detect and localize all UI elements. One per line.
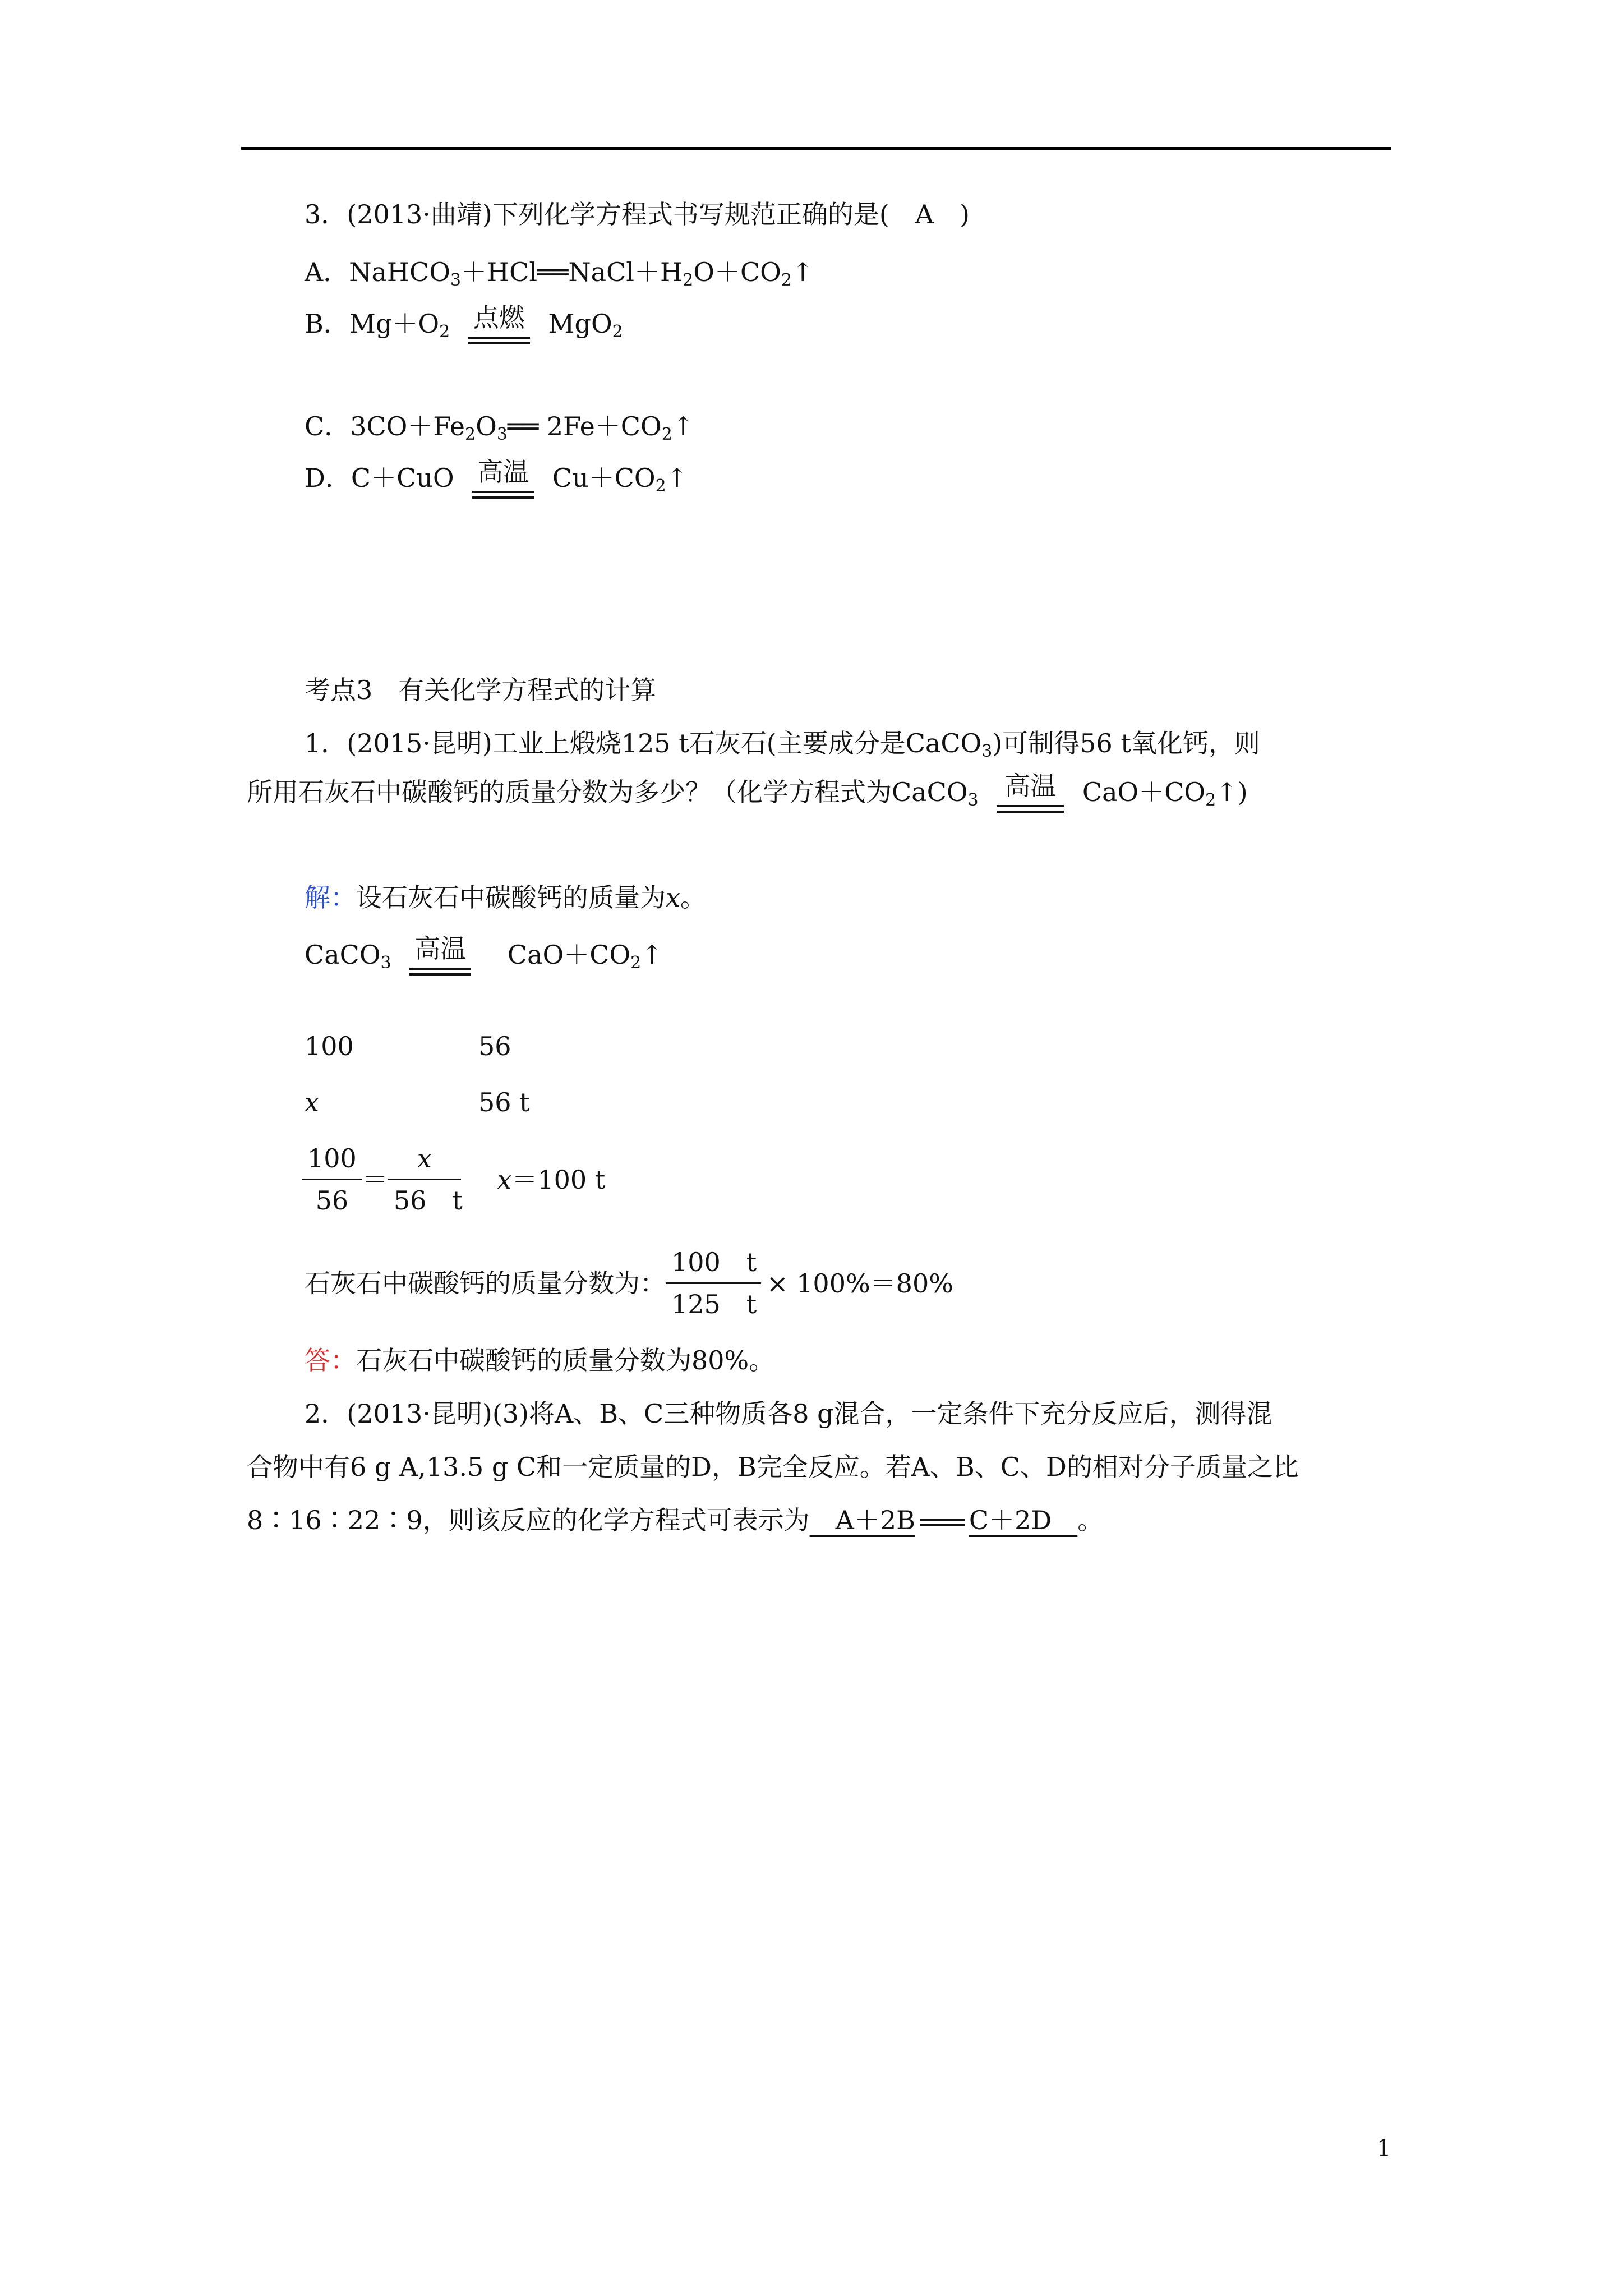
q3-option-c: C．$3CO+Fe_2O_3══$ $2Fe+CO_2↑$: [305, 411, 694, 444]
q3-option-d: D．C＋CuO 高温 $Cu+CO_2↑$: [305, 457, 688, 499]
solution-equation: CaCO$_3$ 高温 $CaO+CO_2↑$: [305, 934, 663, 976]
q3-option-a: A．$NaHCO_3+HCl══NaCl+H_2O+CO_2↑$: [305, 257, 814, 290]
unknown-x: x: [305, 1087, 319, 1117]
q2-line3: 8∶16∶22∶9，则该反应的化学方程式可表示为 A＋2B C＋2D 。: [247, 1505, 1104, 1535]
reaction-condition-arrow: 高温: [472, 457, 534, 499]
section-title: 考点3 有关化学方程式的计算: [305, 675, 657, 705]
solution-label: 解：: [305, 882, 356, 913]
q2-line1: 2．(2013·昆明)(3)将A、B、C三种物质各8 g混合，一定条件下充分反应后，测得混: [305, 1398, 1272, 1429]
q3-option-b: B．$Mg+O_2$ 点燃 MgO$_2$: [305, 303, 623, 344]
solution-intro: 解：设石灰石中碳酸钙的质量为x。: [305, 882, 706, 913]
answer-line: 答：石灰石中碳酸钙的质量分数为80%。: [305, 1345, 775, 1375]
reaction-condition-arrow: 点燃: [468, 303, 530, 344]
proportion-equation: $\frac{100}{56}$ ＝ $\frac{x}{56 t}$ x＝100 t: [302, 1142, 605, 1217]
answer-label: 答：: [305, 1345, 356, 1375]
problem1-line2: 所用石灰石中碳酸钙的质量分数为多少？（化学方程式为CaCO$_3$ 高温 $CaO+CO_2↑$): [247, 771, 1248, 813]
mass-fraction-calc: 石灰石中碳酸钙的质量分数为： $\frac{100 t}{125 t}$ × 100%＝80%: [305, 1245, 953, 1321]
reaction-condition-arrow: 高温: [997, 771, 1064, 813]
q3-stem: 3．(2013·曲靖)下列化学方程式书写规范正确的是( A ): [305, 199, 970, 229]
reaction-condition-arrow: 高温: [409, 934, 471, 976]
page-number: 1: [1377, 2136, 1391, 2161]
molar-mass-100: 100: [305, 1031, 354, 1061]
molar-mass-56: 56: [478, 1031, 511, 1061]
header-rule: [241, 147, 1391, 150]
q2-line2: 合物中有6 g A,13.5 g C和一定质量的D，B完全反应。若A、B、C、D的相对分子质量之比: [247, 1452, 1299, 1482]
mass-56t: 56 t: [478, 1087, 530, 1117]
problem1-line1: 1．(2015·昆明)工业上煅烧125 t石灰石(主要成分是CaCO$_3$)可制得56 t氧化钙，则: [305, 728, 1260, 761]
q2-answer: A＋2B C＋2D: [809, 1505, 1078, 1535]
